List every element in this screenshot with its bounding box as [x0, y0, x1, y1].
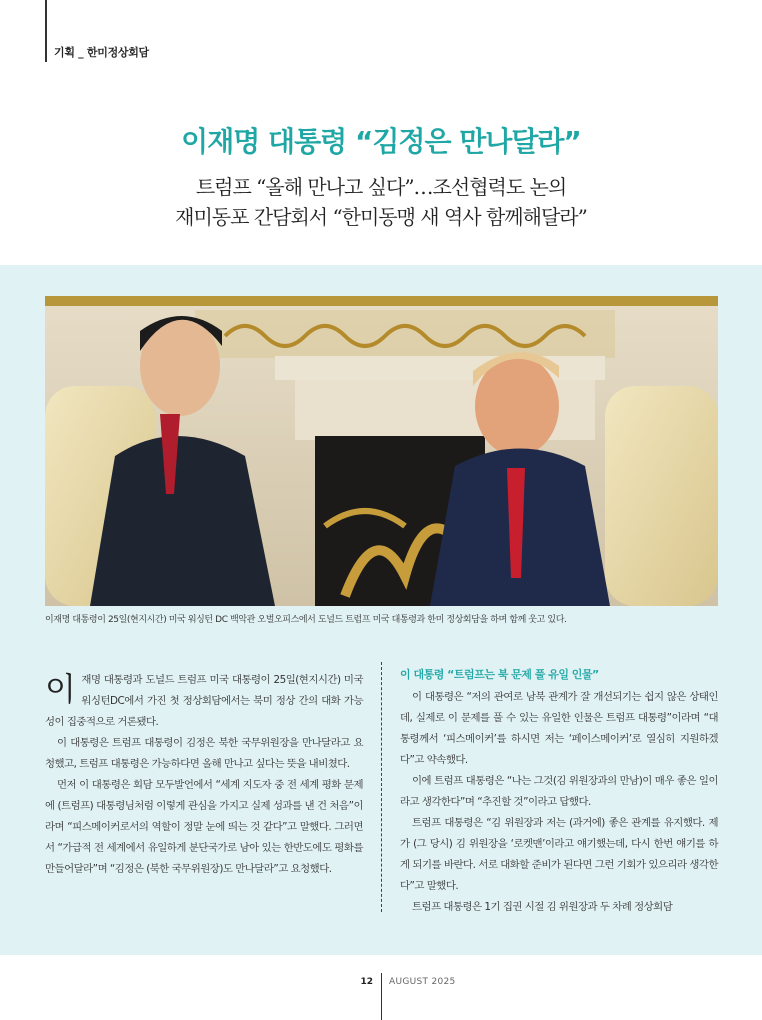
subhead-line-2: 재미동포 간담회서 “한미동맹 새 역사 함께해달라” — [175, 205, 587, 229]
top-rule — [45, 0, 47, 62]
paragraph: 이 대통령은 트럼프 대통령이 김정은 북한 국무위원장을 만나달라고 요청했고, 트럼프 대통령은 가능하다면 올해 만나고 싶다는 뜻을 내비쳤다. — [45, 737, 363, 770]
page-number: 12 — [360, 977, 373, 987]
photo-caption: 이재명 대통령이 25일(현지시간) 미국 워싱턴 DC 백악관 오벌오피스에서 도널드 트럼프 미국 대통령과 한미 정상회담을 하며 함께 웃고 있다. — [45, 615, 567, 625]
paragraph — [45, 670, 363, 733]
right-column — [400, 665, 718, 918]
paragraph: 트럼프 대통령은 1기 집권 시절 김 위원장과 두 차례 정상회담 — [412, 901, 673, 913]
article-photo — [45, 296, 718, 606]
subhead-line-1: 트럼프 “올해 만나고 싶다”…조선협력도 논의 — [195, 175, 567, 199]
paragraph: 먼저 이 대통령은 회담 모두발언에서 “세계 지도자 중 전 세계 평화 문제에 (트럼프) 대통령님처럼 이렇게 관심을 가지고 실제 성과를 낸 건 처음”이라며 “피스메이커로서의 역할이 정말 눈에 띄는 것 같다”고 말했다. 그러면서 “가급적 전 세계에서 유일하게 분단국가로 남아 있는 한반도에도 평화를 만들어달라”며 “김정은 (북한 국무위원장)도 만나달라”고 요청했다. — [45, 779, 363, 875]
left-column — [45, 670, 363, 880]
section-heading: 이 대통령 “트럼프는 북 문제 풀 유일 인물” — [400, 668, 599, 681]
section-label: 기획 _ 한미정상회담 — [54, 46, 149, 59]
issue-label: AUGUST 2025 — [389, 977, 456, 987]
paragraph: 이 대통령은 “저의 관여로 남북 관계가 잘 개선되기는 쉽지 않은 상태인데, 실제로 이 문제를 풀 수 있는 유일한 인물은 트럼프 대통령”이라며 “대통령께서 ‘피스메이커’를 하시면 저는 ‘페이스메이커’로 열심히 지원하겠다”고 약속했다. — [400, 691, 718, 766]
paragraph-text: 재명 대통령과 도널드 트럼프 미국 대통령이 25일(현지시간) 미국 워싱턴DC에서 가진 첫 정상회담에서는 북미 정상 간의 대화 가능성이 집중적으로 거론됐다. — [45, 674, 363, 728]
column-divider — [381, 662, 382, 912]
page-footer — [0, 973, 762, 1020]
paragraph: 트럼프 대통령은 “김 위원장과 저는 (과거에) 좋은 관계를 유지했다. 제가 (그 당시) 김 위원장을 ‘로켓맨’이라고 얘기했는데, 다시 한번 얘기를 하게 되기를 바란다. 서로 대화할 준비가 된다면 그런 기회가 있으리라 생각한다”고 말했다. — [400, 817, 718, 892]
drop-cap: 이 — [45, 670, 76, 708]
paragraph: 이에 트럼프 대통령은 “나는 그것(김 위원장과의 만남)이 매우 좋은 일이라고 생각한다”며 “추진할 것”이라고 답했다. — [400, 775, 718, 808]
headline: 이재명 대통령 “김정은 만나달라” — [181, 125, 581, 158]
footer-rule — [381, 973, 382, 1020]
